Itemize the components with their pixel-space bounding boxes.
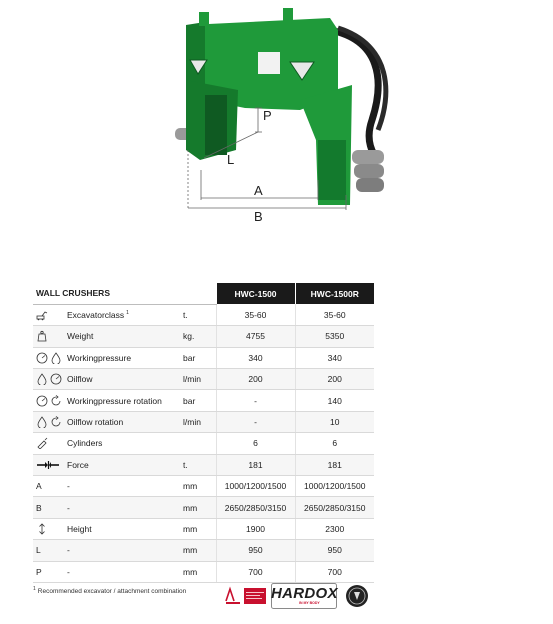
weight-icon [33,326,65,347]
row-label: - [65,540,181,561]
dimension-label-a: A [254,183,263,198]
table-row [33,540,374,561]
row-unit: bar [181,347,216,368]
row-unit: bar [181,390,216,411]
row-label: Height [65,518,181,539]
table-row [33,326,374,347]
value-hwc-1500r: 950 [295,540,374,561]
value-hwc-1500r: 1000/1200/1500 [295,476,374,497]
row-unit: t. [181,454,216,475]
value-hwc-1500: 4755 [216,326,295,347]
row-label: - [65,476,181,497]
value-hwc-1500: 1000/1200/1500 [216,476,295,497]
specifications-table [33,283,374,583]
row-label: Oilflow [65,369,181,390]
value-hwc-1500r: 35-60 [295,304,374,325]
row-letter: A [33,476,65,497]
force-icon [33,454,65,475]
table-row [33,518,374,539]
row-unit: mm [181,561,216,582]
value-hwc-1500: 35-60 [216,304,295,325]
table-row [33,304,374,325]
row-unit [181,433,216,454]
value-hwc-1500: 1900 [216,518,295,539]
row-unit: mm [181,518,216,539]
row-label: - [65,561,181,582]
row-unit: kg. [181,326,216,347]
table-row [33,390,374,411]
pressure-icon [33,347,65,368]
footnote-marker: 1 [33,586,36,592]
row-label: Weight [65,326,181,347]
oilflow-rotation-icon [33,411,65,432]
footnote [33,586,186,595]
footnote-text: Recommended excavator / attachment combination [37,588,187,596]
table-row [33,561,374,582]
certification-logo [222,585,268,607]
row-label: Workingpressure [65,347,181,368]
row-unit: t. [181,304,216,325]
table-title: WALL CRUSHERS [33,283,216,304]
value-hwc-1500: 700 [216,561,295,582]
row-unit: mm [181,540,216,561]
wall-crusher-illustration [0,0,553,240]
cylinder-icon [33,433,65,454]
pressure-rotation-icon [33,390,65,411]
value-hwc-1500r: 2650/2850/3150 [295,497,374,518]
value-hwc-1500r: 6 [295,433,374,454]
quality-seal-icon [345,584,369,608]
dimension-label-p: P [263,108,272,123]
row-label: Workingpressure rotation [65,390,181,411]
row-unit: l/min [181,411,216,432]
value-hwc-1500: 950 [216,540,295,561]
model-header-hwc-1500r: HWC-1500R [295,283,374,304]
value-hwc-1500r: 340 [295,347,374,368]
table-header-row [33,283,374,304]
value-hwc-1500: 2650/2850/3150 [216,497,295,518]
table-row [33,411,374,432]
table-row [33,476,374,497]
value-hwc-1500: 181 [216,454,295,475]
value-hwc-1500: - [216,411,295,432]
value-hwc-1500r: 2300 [295,518,374,539]
value-hwc-1500r: 181 [295,454,374,475]
row-label: Force [65,454,181,475]
hardox-tagline: IN MY BODY [299,601,320,605]
value-hwc-1500: 340 [216,347,295,368]
table-row [33,369,374,390]
dimension-label-l: L [227,152,235,167]
value-hwc-1500r: 700 [295,561,374,582]
oilflow-icon [33,369,65,390]
table-row [33,433,374,454]
row-label: Excavatorclass [67,310,125,321]
value-hwc-1500r: 140 [295,390,374,411]
row-label: Cylinders [65,433,181,454]
row-unit: mm [181,476,216,497]
hardox-wordmark: HARDOX [271,585,338,602]
table-row [33,497,374,518]
value-hwc-1500: 6 [216,433,295,454]
value-hwc-1500: - [216,390,295,411]
row-letter: B [33,497,65,518]
table-row [33,347,374,368]
model-header-hwc-1500: HWC-1500 [216,283,295,304]
row-unit: l/min [181,369,216,390]
value-hwc-1500r: 5350 [295,326,374,347]
footnote-marker: 1 [126,310,129,317]
row-unit: mm [181,497,216,518]
excavator-icon [33,304,65,325]
height-icon [33,518,65,539]
row-label: - [65,497,181,518]
dimension-label-b: B [254,209,263,224]
product-drawing [0,0,553,240]
value-hwc-1500r: 10 [295,411,374,432]
value-hwc-1500r: 200 [295,369,374,390]
row-letter: P [33,561,65,582]
table-row [33,454,374,475]
value-hwc-1500: 200 [216,369,295,390]
row-label: Oilflow rotation [65,411,181,432]
row-letter: L [33,540,65,561]
